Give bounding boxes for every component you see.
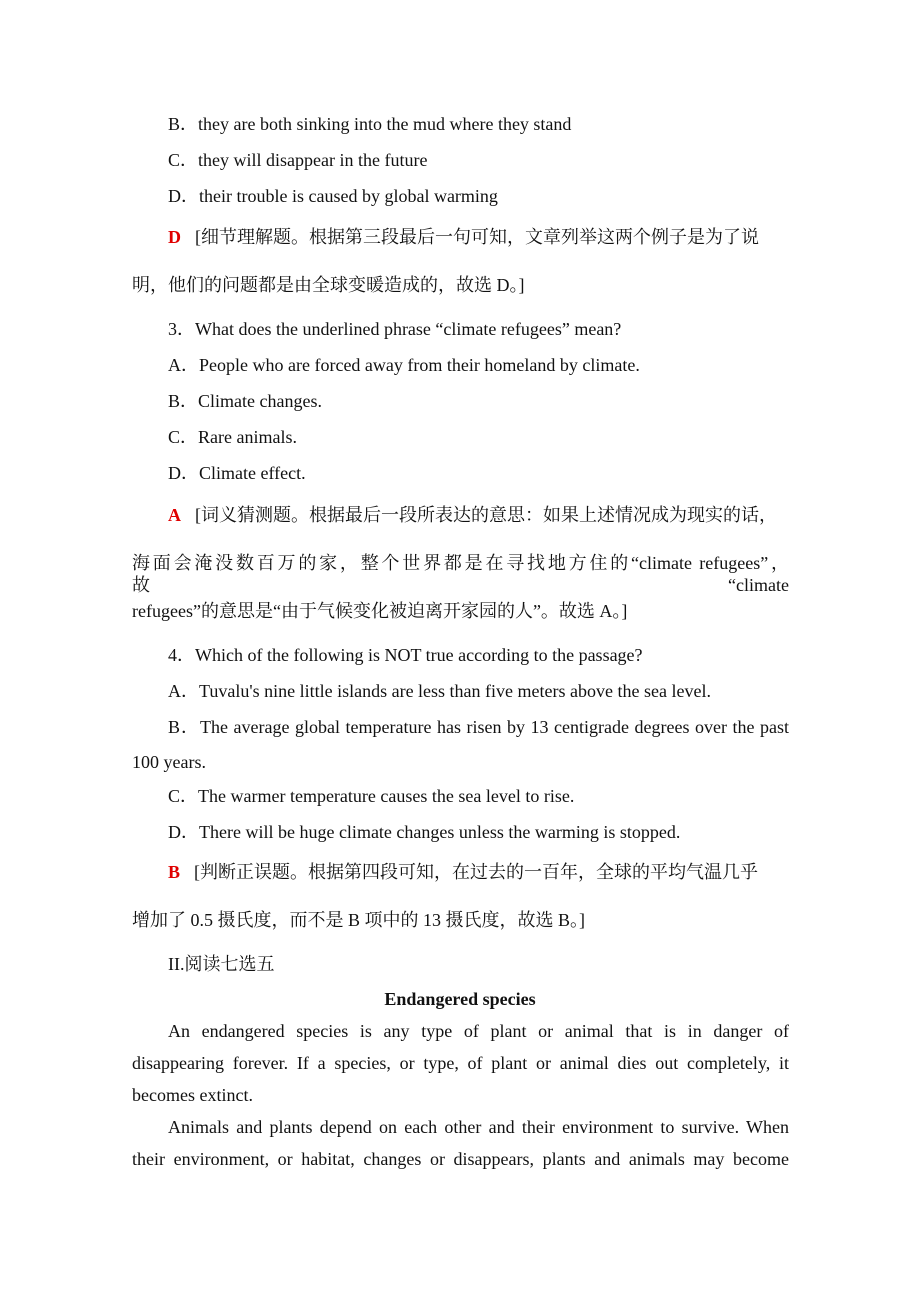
section-heading: II.阅读七选五 bbox=[168, 954, 275, 974]
q3-explanation-cont: 海面会淹没数百万的家，整个世界都是在寻找地方住的“climate refugees”，故“climate bbox=[132, 553, 789, 595]
passage-line: their environment, or habitat, changes or disappears, plants and animals may become bbox=[132, 1149, 789, 1169]
q4-question: 4．Which of the following is NOT true according to the passage? bbox=[168, 645, 643, 665]
passage-line: becomes extinct. bbox=[132, 1085, 253, 1105]
q3-option-d: D．Climate effect. bbox=[168, 463, 306, 483]
q3-option-c: C．Rare animals. bbox=[168, 427, 297, 447]
explanation-text: [细节理解题。根据第三段最后一句可知，文章列举这两个例子是为了说 bbox=[195, 227, 759, 247]
q4-option-d: D．There will be huge climate changes unless the warming is stopped. bbox=[168, 822, 681, 842]
q4-explanation bbox=[168, 861, 758, 883]
answer-letter: D bbox=[168, 227, 181, 247]
q2-explanation bbox=[168, 226, 759, 248]
q3-explanation-cont2: refugees”的意思是“由于气候变化被迫离开家园的人”。故选 A。] bbox=[132, 601, 628, 621]
passage-line: disappearing forever. If a species, or type, of plant or animal dies out completely, it bbox=[132, 1053, 789, 1073]
q4-option-c: C．The warmer temperature causes the sea level to rise. bbox=[168, 786, 575, 806]
q2-option-d: D．their trouble is caused by global warming bbox=[168, 186, 498, 206]
q4-explanation-cont: 增加了 0.5 摄氏度，而不是 B 项中的 13 摄氏度，故选 B。] bbox=[132, 910, 586, 930]
q2-explanation-cont: 明，他们的问题都是由全球变暖造成的，故选 D。] bbox=[132, 275, 525, 295]
passage-line: Animals and plants depend on each other and their environment to survive. When bbox=[168, 1117, 789, 1137]
q3-option-a: A．People who are forced away from their homeland by climate. bbox=[168, 355, 640, 375]
q4-option-b: B．The average global temperature has risen by 13 centigrade degrees over the past bbox=[168, 717, 789, 737]
answer-letter: B bbox=[168, 862, 181, 882]
q3-option-b: B．Climate changes. bbox=[168, 391, 322, 411]
passage-title: Endangered species bbox=[384, 989, 536, 1009]
q3-question: 3．What does the underlined phrase “climate refugees” mean? bbox=[168, 319, 622, 339]
q2-option-b: B．they are both sinking into the mud where they stand bbox=[168, 114, 572, 134]
q2-option-c: C．they will disappear in the future bbox=[168, 150, 428, 170]
answer-letter: A bbox=[168, 505, 181, 525]
explanation-text: [判断正误题。根据第四段可知，在过去的一百年，全球的平均气温几乎 bbox=[194, 862, 759, 882]
q3-explanation bbox=[168, 504, 777, 526]
explanation-text: [词义猜测题。根据最后一段所表达的意思：如果上述情况成为现实的话， bbox=[195, 505, 777, 525]
q4-option-b-cont: 100 years. bbox=[132, 752, 206, 772]
passage-line: An endangered species is any type of plant or animal that is in danger of bbox=[168, 1021, 789, 1041]
q4-option-a: A．Tuvalu's nine little islands are less than five meters above the sea level. bbox=[168, 681, 711, 701]
